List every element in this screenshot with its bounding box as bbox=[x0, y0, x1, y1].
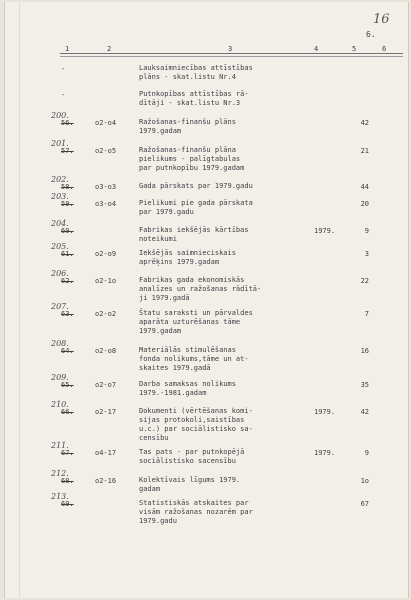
item-title bbox=[139, 64, 314, 82]
column-header-6: 6 bbox=[382, 45, 387, 53]
handwritten-number: 205. bbox=[51, 242, 69, 251]
item-title-line: Ražošanas-finanšu plāns bbox=[139, 118, 236, 126]
item-title-line: noteikumi bbox=[139, 235, 177, 243]
item-title bbox=[139, 146, 314, 173]
page-count: 44 bbox=[360, 183, 369, 191]
item-number: 59. bbox=[61, 200, 74, 208]
item-number: 64. bbox=[61, 347, 74, 355]
item-number: 56. bbox=[61, 119, 74, 127]
item-title bbox=[139, 309, 314, 336]
item-title bbox=[139, 346, 314, 373]
column-header-5: 5 bbox=[352, 45, 357, 53]
corner-mark: 6. bbox=[366, 30, 376, 39]
item-title-line: 1979.gadu bbox=[139, 517, 177, 525]
handwritten-number: 210. bbox=[51, 400, 69, 409]
item-title bbox=[139, 226, 314, 244]
page-count: 21 bbox=[360, 147, 369, 155]
item-title-line: fonda nolikums,tāme un at- bbox=[139, 355, 249, 363]
item-title-line: Statistiskās atskaites par bbox=[139, 499, 249, 507]
item-title-line: plāns - skat.listu Nr.4 bbox=[139, 73, 236, 81]
item-title-line: Dokumenti (vērtēšanas komi- bbox=[139, 407, 253, 415]
handwritten-number: 207. bbox=[51, 302, 69, 311]
page-count: 42 bbox=[360, 408, 369, 416]
item-title-line: gadam bbox=[139, 485, 161, 493]
item-title bbox=[139, 380, 314, 398]
item-title bbox=[139, 476, 314, 494]
index-code: o2-o9 bbox=[95, 250, 117, 258]
index-code: o2-1o bbox=[95, 277, 117, 285]
item-title-line: aprēķins 1979.gadam bbox=[139, 258, 220, 266]
handwritten-number: 213. bbox=[51, 492, 69, 501]
handwritten-number: 208. bbox=[51, 339, 69, 348]
item-number: - bbox=[61, 65, 66, 73]
item-title bbox=[139, 90, 314, 108]
page-count: 16 bbox=[360, 347, 369, 355]
page-count: 67 bbox=[360, 500, 369, 508]
item-title-line: skaites 1979.gadā bbox=[139, 364, 211, 372]
page-fold-line bbox=[19, 2, 20, 598]
item-title-line: Iekšējās saimnieciskais bbox=[139, 249, 236, 257]
index-code: o2-o2 bbox=[95, 310, 117, 318]
item-title-line: Pielikumi pie gada pārskata bbox=[139, 199, 253, 207]
item-title-line: 1979.gadam bbox=[139, 127, 182, 135]
handwritten-number: 211. bbox=[51, 441, 69, 450]
item-title-line: Ražošanas-finanšu plāna bbox=[139, 146, 236, 154]
item-title-line: aparāta uzturēšanas tāme bbox=[139, 318, 241, 326]
index-code: o2-o8 bbox=[95, 347, 117, 355]
item-year: 1979. bbox=[314, 449, 336, 457]
item-title-line: u.c.) par sociālistisko sa- bbox=[139, 425, 253, 433]
page-count: 3 bbox=[364, 250, 369, 258]
item-title-line: sociālistisko sacensību bbox=[139, 457, 236, 465]
item-title bbox=[139, 276, 314, 303]
handwritten-number: 202. bbox=[51, 175, 69, 184]
item-number: 69. bbox=[61, 500, 74, 508]
index-code: o2-16 bbox=[95, 477, 117, 485]
item-number: 62. bbox=[61, 277, 74, 285]
item-number: 67. bbox=[61, 449, 74, 457]
item-number: 57. bbox=[61, 147, 74, 155]
handwritten-number: 203. bbox=[51, 192, 69, 201]
item-title-line: Putnkopības attīstības rā- bbox=[139, 90, 249, 98]
item-number: 61. bbox=[61, 250, 74, 258]
page-count: 42 bbox=[360, 119, 369, 127]
item-title-line: Štatu saraksti un pārvaldes bbox=[139, 309, 253, 317]
item-title-line: dītāji - skat.listu Nr.3 bbox=[139, 99, 241, 107]
item-title bbox=[139, 448, 314, 466]
header-rule-lower bbox=[60, 56, 403, 57]
item-number: 60. bbox=[61, 227, 74, 235]
item-title-line: Darba samaksas nolikums bbox=[139, 380, 236, 388]
item-title-line: par 1979.gadu bbox=[139, 208, 194, 216]
item-title bbox=[139, 249, 314, 267]
item-title-line: par putnkopību 1979.gadam bbox=[139, 164, 245, 172]
item-title-line: sijas protokoli,saistības bbox=[139, 416, 245, 424]
item-title-line: Fabrikas iekšējās kārtības bbox=[139, 226, 249, 234]
index-code: o2-17 bbox=[95, 408, 117, 416]
item-title-line: pielikums - palīgtabulas bbox=[139, 155, 241, 163]
handwritten-number: 209. bbox=[51, 373, 69, 382]
item-title bbox=[139, 182, 314, 191]
item-title-line: Kolektīvais līgums 1979. bbox=[139, 476, 241, 484]
column-header-2: 2 bbox=[107, 45, 112, 53]
item-title bbox=[139, 118, 314, 136]
page-number: 16 bbox=[373, 12, 390, 27]
item-number: 65. bbox=[61, 381, 74, 389]
index-code: o3-o3 bbox=[95, 183, 117, 191]
item-title bbox=[139, 199, 314, 217]
column-header-4: 4 bbox=[314, 45, 319, 53]
index-code: o4-17 bbox=[95, 449, 117, 457]
handwritten-number: 212. bbox=[51, 469, 69, 478]
index-code: o3-o4 bbox=[95, 200, 117, 208]
item-number: - bbox=[61, 91, 66, 99]
index-code: o2-o7 bbox=[95, 381, 117, 389]
item-title-line: visām ražošanas nozarēm par bbox=[139, 508, 253, 516]
item-year: 1979. bbox=[314, 408, 336, 416]
item-title-line: Materiālās stimulēšanas bbox=[139, 346, 236, 354]
item-number: 63. bbox=[61, 310, 74, 318]
page-count: 1o bbox=[360, 477, 369, 485]
item-title-line: censību bbox=[139, 434, 169, 442]
handwritten-number: 206. bbox=[51, 269, 69, 278]
item-title-line: analīzes un ražošanas rādītā- bbox=[139, 285, 262, 293]
page-count: 9 bbox=[364, 449, 369, 457]
item-year: 1979. bbox=[314, 227, 336, 235]
page-count: 20 bbox=[360, 200, 369, 208]
item-number: 68. bbox=[61, 477, 74, 485]
column-header-3: 3 bbox=[228, 45, 233, 53]
handwritten-number: 201. bbox=[51, 139, 69, 148]
item-title-line: Tas pats - par putnkopējā bbox=[139, 448, 245, 456]
item-number: 58. bbox=[61, 183, 74, 191]
item-title-line: Lauksaimniecības attīstības bbox=[139, 64, 253, 72]
item-title-line: 1979.gadam bbox=[139, 327, 182, 335]
page-count: 9 bbox=[364, 227, 369, 235]
item-number: 66. bbox=[61, 408, 74, 416]
header-rule bbox=[60, 53, 403, 54]
item-title-line: 1979.-1981.gadam bbox=[139, 389, 207, 397]
index-code: o2-o4 bbox=[95, 119, 117, 127]
handwritten-number: 204. bbox=[51, 219, 69, 228]
item-title-line: ji 1979.gadā bbox=[139, 294, 190, 302]
item-title bbox=[139, 499, 314, 526]
index-code: o2-o5 bbox=[95, 147, 117, 155]
column-header-1: 1 bbox=[65, 45, 70, 53]
document-page bbox=[4, 2, 409, 598]
item-title bbox=[139, 407, 314, 443]
handwritten-number: 200. bbox=[51, 111, 69, 120]
item-title-line: Gada pārskats par 1979.gadu bbox=[139, 182, 253, 190]
item-title-line: Fabrikas gada ekonomiskās bbox=[139, 276, 245, 284]
page-count: 22 bbox=[360, 277, 369, 285]
page-count: 35 bbox=[360, 381, 369, 389]
page-count: 7 bbox=[364, 310, 369, 318]
